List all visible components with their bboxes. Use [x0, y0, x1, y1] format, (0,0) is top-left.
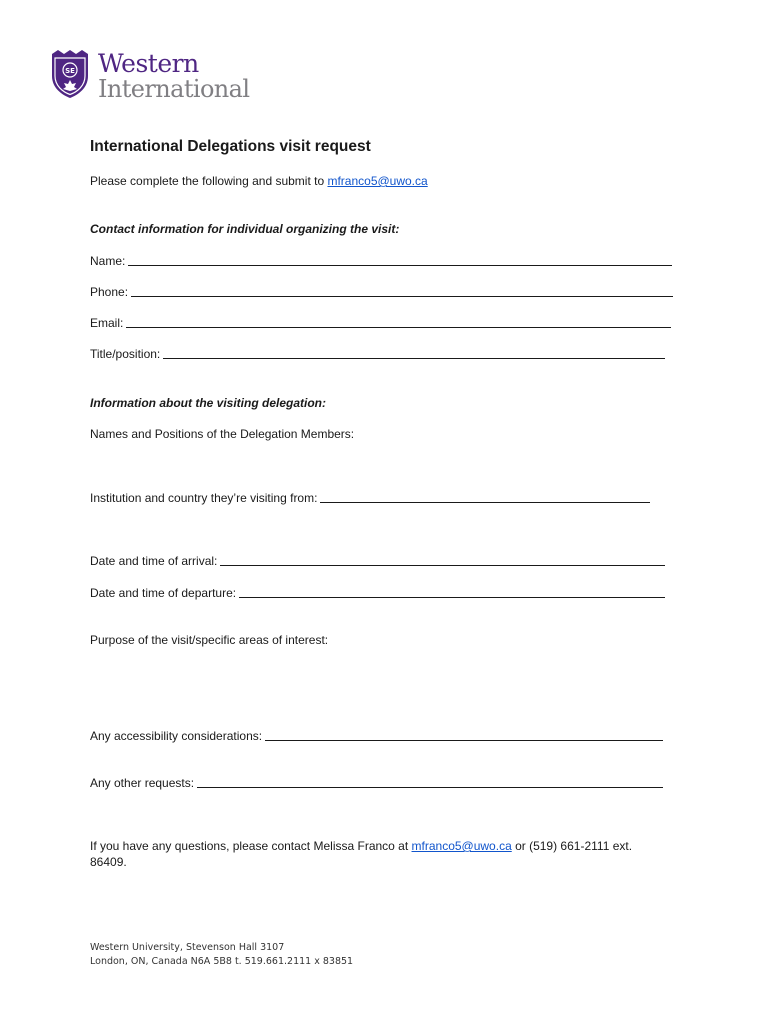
western-international-logo [50, 50, 249, 102]
name-field[interactable] [90, 253, 672, 268]
contact-section-heading: Contact information for individual organizing the visit: [90, 222, 400, 236]
intro-label: Please complete the following and submit to [90, 174, 328, 188]
arrival-label: Date and time of arrival: [90, 554, 218, 568]
other-requests-blank[interactable] [197, 775, 663, 788]
questions-prefix: If you have any questions, please contact Melissa Franco at [90, 839, 412, 853]
questions-email-link[interactable]: mfranco5@uwo.ca [411, 839, 512, 853]
name-label: Name: [90, 254, 126, 268]
email-blank[interactable] [126, 315, 671, 328]
logo-text-international: International [98, 75, 250, 103]
accessibility-label: Any accessibility considerations: [90, 729, 263, 743]
intro-email-link[interactable]: mfranco5@uwo.ca [327, 174, 428, 188]
footer-address [90, 941, 353, 969]
name-blank[interactable] [128, 253, 672, 266]
page-title: International Delegations visit request [90, 138, 371, 155]
other-requests-field[interactable] [90, 775, 663, 790]
arrival-field[interactable] [90, 553, 665, 568]
institution-blank[interactable] [320, 490, 650, 503]
delegation-section-heading: Information about the visiting delegation: [90, 396, 326, 410]
delegation-members-label: Names and Positions of the Delegation Members: [90, 427, 355, 441]
email-label: Email: [90, 316, 124, 330]
title-position-label: Title/position: [90, 347, 161, 361]
title-position-blank[interactable] [163, 346, 665, 359]
institution-field[interactable] [90, 490, 650, 505]
footer-line1: Western University, Stevenson Hall 3107 [90, 942, 285, 953]
questions-line1 [90, 839, 632, 853]
departure-label: Date and time of departure: [90, 586, 237, 600]
purpose-label: Purpose of the visit/specific areas of interest: [90, 633, 329, 647]
institution-label: Institution and country they’re visiting from: [90, 491, 318, 505]
intro-text [90, 174, 428, 188]
western-shield-icon [50, 50, 90, 100]
svg-text:SE: SE [65, 67, 75, 75]
footer-line2: London, ON, Canada N6A 5B8 t. 519.661.2111 x 83851 [90, 956, 354, 967]
accessibility-field[interactable] [90, 728, 663, 743]
phone-blank[interactable] [131, 284, 673, 297]
title-position-field[interactable] [90, 346, 665, 361]
accessibility-blank[interactable] [265, 728, 663, 741]
other-requests-label: Any other requests: [90, 776, 195, 790]
departure-field[interactable] [90, 585, 665, 600]
phone-label: Phone: [90, 285, 129, 299]
questions-phone: or (519) 661-2111 ext. [511, 839, 633, 853]
email-field[interactable] [90, 315, 671, 330]
phone-field[interactable] [90, 284, 673, 299]
arrival-blank[interactable] [220, 553, 665, 566]
questions-line2: 86409. [90, 855, 127, 869]
departure-blank[interactable] [239, 585, 665, 598]
logo-text-western: Western [98, 49, 199, 78]
